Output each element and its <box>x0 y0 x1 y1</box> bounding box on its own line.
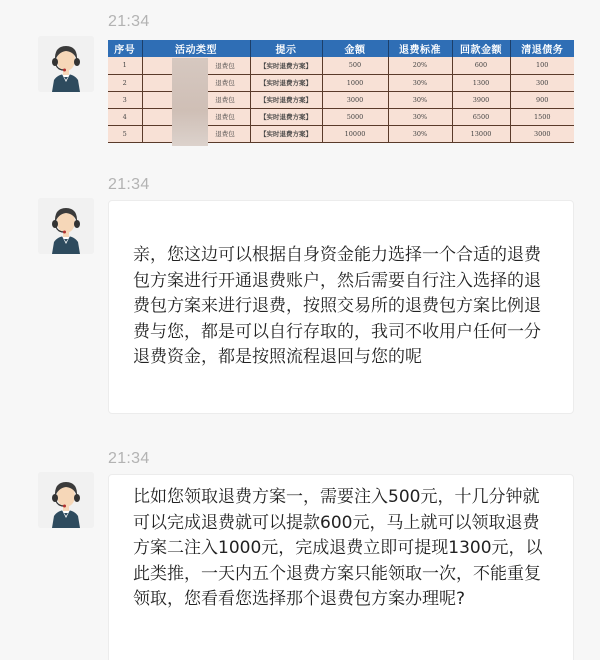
cell-activity-type: 退费包 <box>142 91 250 108</box>
cell-refund-rate: 30% <box>388 74 452 91</box>
cell-index: 3 <box>108 91 142 108</box>
header-refund-rate: 退费标准 <box>388 40 452 57</box>
cell-hint: 【实时退费方案】 <box>250 74 322 91</box>
cell-hint: 【实时退费方案】 <box>250 91 322 108</box>
cell-debt-clearance: 300 <box>510 74 574 91</box>
cell-activity-type: 退费包 <box>142 108 250 125</box>
table-header-row <box>108 40 574 57</box>
cell-amount: 10000 <box>322 125 388 142</box>
agent-avatar[interactable] <box>38 36 94 92</box>
message-timestamp: 21:34 <box>108 13 150 30</box>
cell-hint: 【实时退费方案】 <box>250 125 322 142</box>
cell-activity-type: 退费包 <box>142 125 250 142</box>
cell-debt-clearance: 100 <box>510 57 574 74</box>
cell-return-amount: 13000 <box>452 125 510 142</box>
cell-index: 5 <box>108 125 142 142</box>
message-text: 比如您领取退费方案一，需要注入500元，十几分钟就可以完成退费就可以提款600元，马上就可以领取退费方案二注入1000元，完成退费立即可提现1300元，以此类推，一天内五个退费方案只能领取一次，不能重复领取，您看看您选择那个退费包方案办理呢? <box>133 487 543 609</box>
message-bubble[interactable] <box>108 200 574 414</box>
cell-amount: 3000 <box>322 91 388 108</box>
header-activity-type: 活动类型 <box>142 40 250 57</box>
redaction-blur <box>172 58 208 146</box>
cell-debt-clearance: 900 <box>510 91 574 108</box>
agent-avatar[interactable] <box>38 198 94 254</box>
customer-service-headset-icon <box>38 198 94 254</box>
cell-amount: 5000 <box>322 108 388 125</box>
message-bubble[interactable] <box>108 474 574 660</box>
cell-hint: 【实时退费方案】 <box>250 108 322 125</box>
cell-index: 2 <box>108 74 142 91</box>
cell-index: 1 <box>108 57 142 74</box>
customer-service-headset-icon <box>38 36 94 92</box>
header-amount: 金额 <box>322 40 388 57</box>
customer-service-headset-icon <box>38 472 94 528</box>
message-timestamp: 21:34 <box>108 176 150 193</box>
header-return-amount: 回款金额 <box>452 40 510 57</box>
cell-return-amount: 3900 <box>452 91 510 108</box>
cell-hint: 【实时退费方案】 <box>250 57 322 74</box>
cell-return-amount: 6500 <box>452 108 510 125</box>
message-text: 亲，您这边可以根据自身资金能力选择一个合适的退费包方案进行开通退费账户，然后需要自行注入选择的退费包方案来进行退费，按照交易所的退费包方案比例退费与您，都是可以自行存取的，我司不收用户任何一分退费资金，都是按照流程退回与您的呢 <box>133 245 541 367</box>
header-debt-clearance: 清退债务 <box>510 40 574 57</box>
cell-refund-rate: 20% <box>388 57 452 74</box>
agent-avatar[interactable] <box>38 472 94 528</box>
cell-return-amount: 1300 <box>452 74 510 91</box>
cell-amount: 500 <box>322 57 388 74</box>
message-timestamp: 21:34 <box>108 450 150 467</box>
cell-return-amount: 600 <box>452 57 510 74</box>
cell-refund-rate: 30% <box>388 91 452 108</box>
header-hint: 提示 <box>250 40 322 57</box>
header-index: 序号 <box>108 40 142 57</box>
cell-activity-type: 退费包 <box>142 57 250 74</box>
cell-activity-type: 退费包 <box>142 74 250 91</box>
cell-amount: 1000 <box>322 74 388 91</box>
cell-refund-rate: 30% <box>388 125 452 142</box>
cell-index: 4 <box>108 108 142 125</box>
cell-debt-clearance: 1500 <box>510 108 574 125</box>
cell-debt-clearance: 3000 <box>510 125 574 142</box>
cell-refund-rate: 30% <box>388 108 452 125</box>
